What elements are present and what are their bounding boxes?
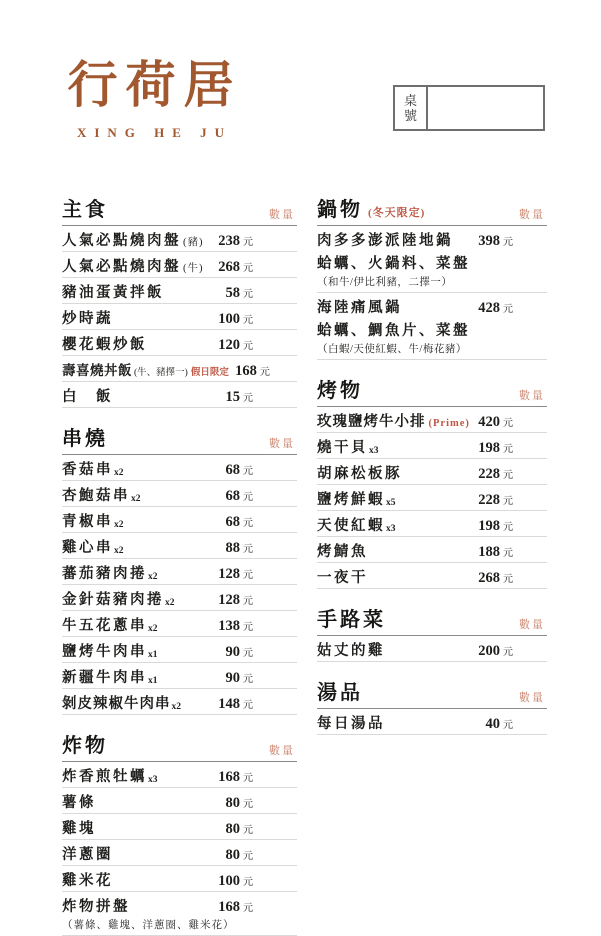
item-price [212, 540, 297, 557]
item-price [472, 492, 547, 509]
price-unit: 元 [503, 417, 513, 429]
price-unit: 元 [503, 304, 513, 315]
item-name: 雞米花 [62, 872, 113, 889]
price-unit: 元 [503, 495, 513, 507]
item-name: 一夜干 [317, 569, 368, 586]
menu-item-row [62, 762, 297, 788]
price-unit: 元 [243, 824, 253, 836]
item-name: 炒時蔬 [62, 310, 113, 327]
item-name: 燒干貝 [317, 439, 368, 456]
price-unit: 元 [259, 366, 270, 378]
item-name: 香菇串 [62, 461, 113, 478]
price-number: 168 [218, 898, 240, 915]
item-count-suffix: x2 [114, 467, 124, 478]
menu-column-left [62, 193, 297, 936]
item-contents-line: 蛤蠣、鯛魚片、菜盤 [317, 323, 470, 339]
item-name: 青椒串 [62, 513, 113, 530]
price-unit: 元 [503, 646, 513, 658]
price-unit: 元 [243, 262, 253, 274]
item-limited-tag: 假日限定 [190, 367, 229, 378]
quantity-column-label: 數量 [519, 209, 545, 221]
item-count-suffix: x3 [369, 445, 379, 456]
item-price [212, 670, 297, 687]
price-unit: 元 [243, 673, 253, 685]
table-number-label: 桌號 [395, 87, 428, 129]
menu-item-row [62, 330, 297, 356]
price-unit: 元 [243, 314, 253, 326]
price-unit: 元 [243, 876, 253, 888]
section-grill [317, 374, 547, 589]
menu-item-row [62, 356, 297, 382]
quantity-column-label: 數量 [519, 619, 545, 631]
logo-calligraphy-text: 行荷居 [67, 57, 242, 113]
price-unit: 元 [503, 573, 513, 585]
menu-item-row [317, 709, 547, 735]
item-name: 壽喜燒丼飯 [62, 362, 132, 378]
quantity-column-label: 數量 [269, 745, 295, 757]
item-price [212, 389, 297, 406]
price-unit: 元 [243, 392, 253, 404]
menu-item-row [317, 459, 547, 485]
section-title: 烤物 [317, 380, 363, 402]
item-price [212, 514, 297, 531]
price-number: 138 [218, 617, 240, 634]
price-number: 68 [225, 487, 240, 504]
item-note: (牛) [183, 262, 204, 274]
item-price [212, 899, 297, 916]
price-unit: 元 [243, 236, 253, 248]
section-signature [317, 603, 547, 662]
menu-item-row [62, 278, 297, 304]
section-hotpot [317, 193, 547, 360]
price-number: 428 [478, 300, 500, 316]
item-name: 牛五花蔥串 [62, 617, 147, 634]
price-number: 200 [478, 642, 500, 659]
price-number: 40 [485, 715, 500, 732]
item-count-suffix: x2 [131, 493, 141, 504]
price-unit: 元 [243, 621, 253, 633]
item-price [212, 233, 297, 250]
item-name: 薯條 [62, 794, 96, 811]
section-limited-tag: (冬天限定) [368, 207, 426, 219]
menu-item-row [62, 814, 297, 840]
item-name: 櫻花蝦炒飯 [62, 336, 147, 353]
menu-item-row [62, 637, 297, 663]
menu-item-row [317, 485, 547, 511]
item-name: 鹽烤鮮蝦 [317, 491, 385, 508]
section-header [317, 374, 547, 407]
price-unit: 元 [243, 340, 253, 352]
item-price [472, 414, 547, 431]
price-number: 15 [225, 388, 240, 405]
menu-item-row [62, 455, 297, 481]
price-number: 188 [478, 543, 500, 560]
item-count-suffix: x5 [386, 497, 396, 508]
item-name: 剝皮辣椒牛肉串 [62, 695, 171, 712]
item-name: 杏鮑菇串 [62, 487, 130, 504]
price-number: 100 [218, 872, 240, 889]
item-name: 雞心串 [62, 539, 113, 556]
item-name: 新疆牛肉串 [62, 669, 147, 686]
price-number: 90 [225, 669, 240, 686]
menu-item-row [62, 252, 297, 278]
menu-item-row [62, 788, 297, 814]
price-unit: 元 [503, 719, 513, 731]
menu-item-row [317, 537, 547, 563]
item-name: 肉多多澎派陸地鍋 [317, 233, 453, 249]
item-name: 人氣必點燒肉盤 [62, 232, 181, 249]
item-contents-note: （薯條、雞塊、洋蔥圈、雞米花） [62, 920, 235, 931]
menu-item-row [317, 407, 547, 433]
restaurant-logo [58, 48, 243, 141]
menu-item-row [62, 663, 297, 689]
price-number: 58 [225, 284, 240, 301]
item-name: 姑丈的雞 [317, 642, 385, 659]
price-number: 398 [478, 233, 500, 249]
price-number: 90 [225, 643, 240, 660]
quantity-column-label: 數量 [519, 390, 545, 402]
logo-romanized-text: XING HE JU [76, 125, 233, 140]
table-number-field[interactable] [428, 87, 543, 129]
section-fried [62, 729, 297, 936]
price-unit: 元 [243, 288, 253, 300]
section-title: 炸物 [62, 735, 108, 757]
price-number: 228 [478, 465, 500, 482]
menu-item-row [317, 563, 547, 589]
price-number: 128 [218, 591, 240, 608]
item-price [212, 285, 297, 302]
item-price [212, 337, 297, 354]
item-choice-note: （和牛/伊比利豬，二擇一） [317, 277, 453, 288]
item-price [212, 873, 297, 890]
menu-item-row [62, 304, 297, 330]
menu-item-row [62, 481, 297, 507]
price-unit: 元 [243, 517, 253, 529]
item-contents-line: 蛤蠣、火鍋料、菜盤 [317, 256, 470, 272]
price-number: 238 [218, 232, 240, 249]
price-number: 68 [225, 461, 240, 478]
menu-column-right [317, 193, 547, 936]
price-number: 268 [478, 569, 500, 586]
item-price [212, 592, 297, 609]
price-number: 100 [218, 310, 240, 327]
price-unit: 元 [243, 569, 253, 581]
item-name: 海陸痛風鍋 [317, 300, 402, 316]
item-price [472, 300, 547, 317]
item-price [212, 821, 297, 838]
price-unit: 元 [503, 469, 513, 481]
item-count-suffix: x2 [165, 597, 175, 608]
item-price [472, 643, 547, 660]
item-grade-tag: (Prime) [428, 417, 470, 429]
item-name: 鹽烤牛肉串 [62, 643, 147, 660]
item-name: 金針菇豬肉捲 [62, 591, 164, 608]
item-price [212, 847, 297, 864]
section-header [62, 422, 297, 455]
menu-item-row [62, 689, 297, 715]
price-number: 80 [225, 846, 240, 863]
section-title: 主食 [62, 199, 108, 221]
menu [62, 193, 547, 936]
item-price [212, 769, 297, 786]
menu-item-row [62, 840, 297, 866]
item-price [212, 618, 297, 635]
item-price [472, 440, 547, 457]
section-title: 手路菜 [317, 609, 386, 631]
menu-item-row [317, 636, 547, 662]
menu-item-row [317, 511, 547, 537]
table-number-box [393, 85, 545, 131]
item-price [472, 466, 547, 483]
item-name: 炸香煎牡蠣 [62, 768, 147, 785]
price-number: 120 [218, 336, 240, 353]
item-name: 烤鯖魚 [317, 543, 368, 560]
price-number: 420 [478, 413, 500, 430]
item-name: 天使紅蝦 [317, 517, 385, 534]
menu-item-row [62, 585, 297, 611]
item-price [212, 462, 297, 479]
item-count-suffix: x1 [148, 675, 158, 686]
quantity-column-label: 數量 [519, 692, 545, 704]
price-number: 80 [225, 794, 240, 811]
section-skewers [62, 422, 297, 715]
item-price [472, 570, 547, 587]
price-unit: 元 [243, 902, 253, 914]
price-unit: 元 [503, 547, 513, 559]
item-price [212, 259, 297, 276]
section-header [62, 729, 297, 762]
item-name: 玫瑰鹽烤牛小排 [317, 413, 426, 430]
price-number: 128 [218, 565, 240, 582]
price-unit: 元 [243, 465, 253, 477]
item-name: 每日湯品 [317, 715, 385, 732]
price-unit: 元 [503, 443, 513, 455]
item-name: 雞塊 [62, 820, 96, 837]
quantity-column-label: 數量 [269, 209, 295, 221]
section-header [317, 193, 547, 226]
item-price [212, 566, 297, 583]
price-unit: 元 [243, 798, 253, 810]
price-number: 198 [478, 517, 500, 534]
item-name: 蕃茄豬肉捲 [62, 565, 147, 582]
section-soup [317, 676, 547, 735]
price-unit: 元 [243, 647, 253, 659]
menu-item-row [62, 507, 297, 533]
price-number: 168 [235, 362, 257, 379]
menu-item-row [62, 866, 297, 892]
price-number: 198 [478, 439, 500, 456]
menu-item-row [62, 611, 297, 637]
menu-item-row [317, 433, 547, 459]
item-price [472, 544, 547, 561]
item-price [212, 795, 297, 812]
item-price [472, 233, 547, 250]
section-header [317, 676, 547, 709]
menu-item-row [62, 382, 297, 408]
item-price [472, 518, 547, 535]
price-number: 268 [218, 258, 240, 275]
item-name: 洋蔥圈 [62, 846, 113, 863]
item-note: (牛、豬擇一) [134, 367, 188, 378]
item-count-suffix: x3 [148, 774, 158, 785]
menu-item-row [62, 533, 297, 559]
item-price [212, 488, 297, 505]
price-unit: 元 [243, 491, 253, 503]
price-unit: 元 [243, 850, 253, 862]
item-name: 白 飯 [62, 388, 113, 405]
item-price [212, 311, 297, 328]
item-count-suffix: x2 [148, 623, 158, 634]
item-count-suffix: x2 [148, 571, 158, 582]
item-note: (豬) [183, 236, 204, 248]
item-choice-note: （白蝦/天使紅蝦、牛/梅花豬） [317, 344, 467, 355]
price-unit: 元 [243, 595, 253, 607]
price-number: 88 [225, 539, 240, 556]
item-price [212, 644, 297, 661]
price-unit: 元 [503, 521, 513, 533]
item-count-suffix: x2 [114, 519, 124, 530]
item-name: 胡麻松板豚 [317, 465, 402, 482]
item-price [472, 716, 547, 733]
price-number: 228 [478, 491, 500, 508]
price-number: 68 [225, 513, 240, 530]
menu-item-row [62, 559, 297, 585]
item-count-suffix: x2 [114, 545, 124, 556]
section-header [317, 603, 547, 636]
section-title: 鍋物 [317, 199, 363, 221]
item-name: 炸物拼盤 [62, 898, 130, 915]
item-name: 豬油蛋黃拌飯 [62, 284, 164, 301]
menu-item-row [62, 892, 297, 936]
price-unit: 元 [243, 543, 253, 555]
price-unit: 元 [243, 699, 253, 711]
section-mains [62, 193, 297, 408]
item-name: 人氣必點燒肉盤 [62, 258, 181, 275]
menu-item-row [62, 226, 297, 252]
menu-item-row [317, 293, 547, 360]
price-number: 80 [225, 820, 240, 837]
section-header [62, 193, 297, 226]
price-number: 168 [218, 768, 240, 785]
section-title: 湯品 [317, 682, 363, 704]
item-price [212, 696, 297, 713]
menu-item-row [317, 226, 547, 293]
item-count-suffix: x2 [171, 701, 181, 712]
price-unit: 元 [243, 772, 253, 784]
price-unit: 元 [503, 237, 513, 248]
quantity-column-label: 數量 [269, 438, 295, 450]
price-number: 148 [218, 695, 240, 712]
item-count-suffix: x1 [148, 649, 158, 660]
item-price [229, 363, 300, 380]
item-count-suffix: x3 [386, 523, 396, 534]
section-title: 串燒 [62, 428, 108, 450]
